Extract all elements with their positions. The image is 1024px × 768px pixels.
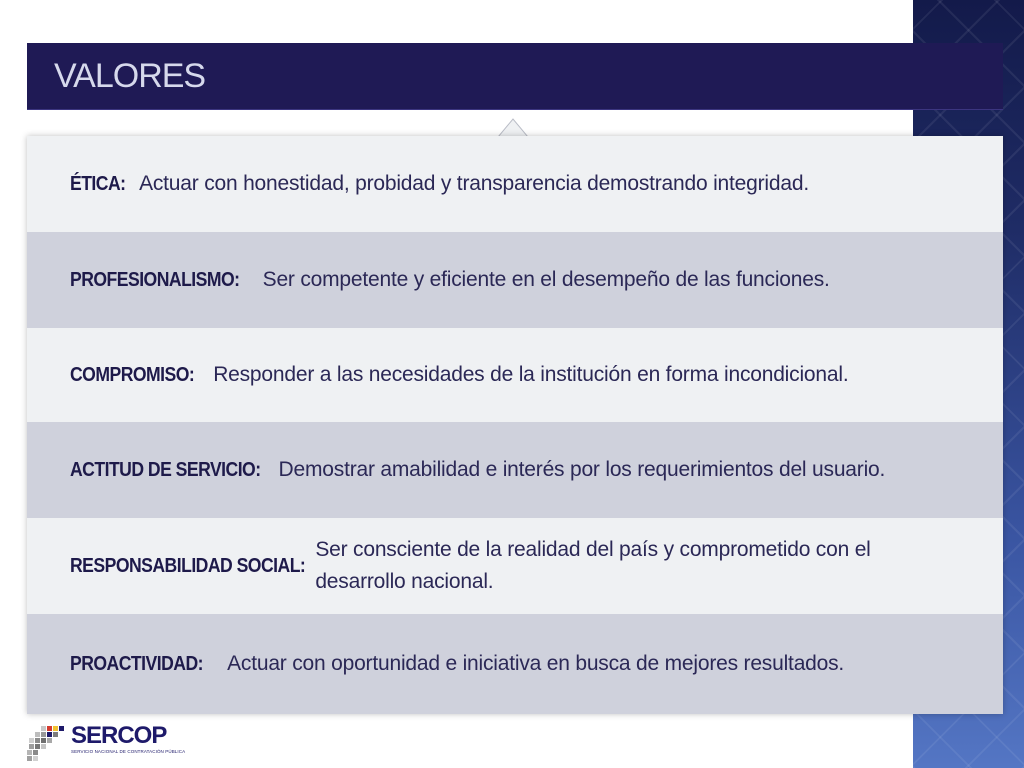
value-term: ÉTICA: (70, 172, 126, 195)
value-row-proactividad (27, 614, 1003, 714)
value-description: Ser competente y eficiente en el desempeño de las funciones. (262, 268, 830, 291)
logo-wordmark: SERCOP (71, 722, 167, 749)
logo-tagline: SERVICIO NACIONAL DE CONTRATACIÓN PÚBLICA (71, 749, 186, 754)
value-row-responsabilidad-social (27, 518, 1003, 614)
value-term: ACTITUD DE SERVICIO: (70, 458, 261, 481)
value-row-actitud-de-servicio (27, 422, 1003, 518)
callout-pointer (498, 118, 528, 138)
value-term: RESPONSABILIDAD SOCIAL: (70, 554, 306, 577)
slide-title: VALORES (54, 57, 206, 95)
value-term: PROFESIONALISMO: (70, 268, 240, 291)
value-description: Actuar con honestidad, probidad y transparencia demostrando integridad. (139, 172, 809, 195)
value-row-etica (27, 136, 1003, 232)
value-description: Responder a las necesidades de la institución en forma incondicional. (213, 363, 849, 386)
sercop-logo (27, 722, 227, 766)
sercop-logo-icon (27, 726, 67, 766)
value-row-compromiso (27, 328, 1003, 422)
value-description: Demostrar amabilidad e interés por los requerimientos del usuario. (278, 458, 886, 481)
value-term: COMPROMISO: (70, 363, 195, 386)
values-card (27, 136, 1003, 714)
value-term: PROACTIVIDAD: (70, 652, 203, 675)
title-bar (27, 43, 1003, 110)
value-description: Ser consciente de la realidad del país y comprometido con el desarrollo nacional. (315, 538, 871, 593)
value-row-profesionalismo (27, 232, 1003, 328)
value-description: Actuar con oportunidad e iniciativa en busca de mejores resultados. (227, 652, 845, 675)
